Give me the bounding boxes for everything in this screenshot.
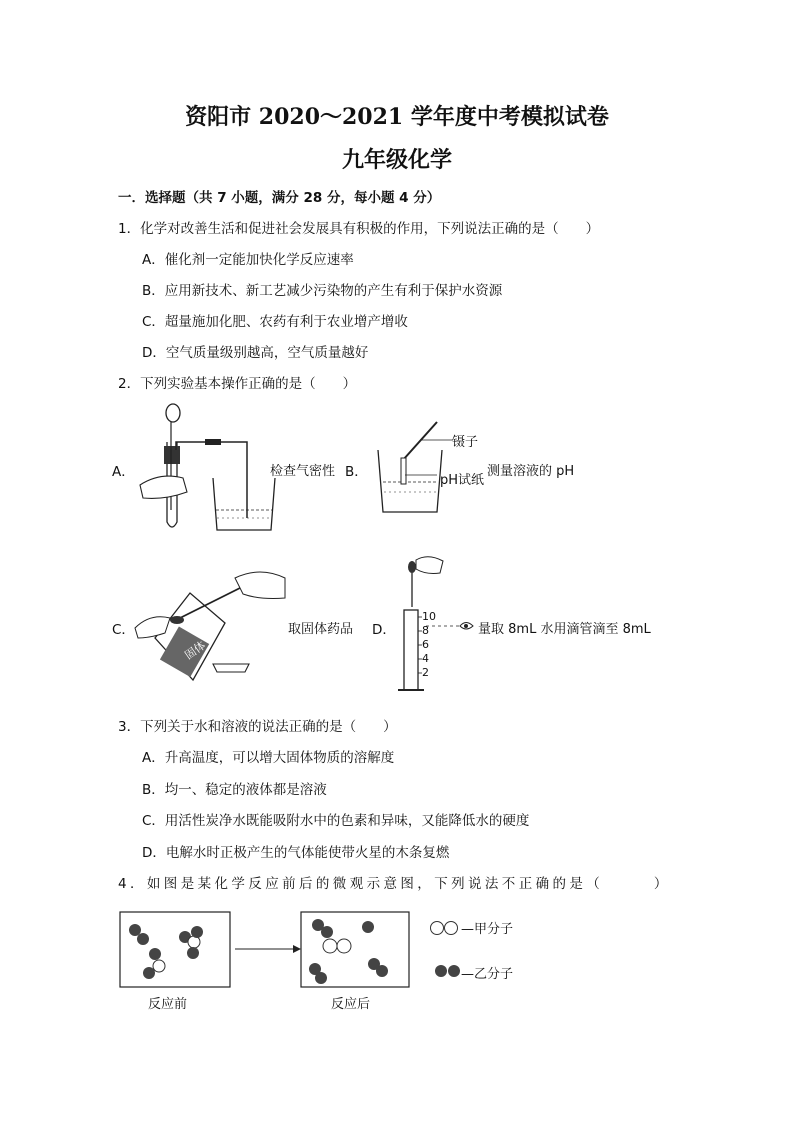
option-b-caption: 测量溶液的 pH [487,464,575,479]
question-3-stem: 3．下列关于水和溶液的说法正确的是（ ） [118,719,397,735]
cylinder-tick-6: 6 [422,638,429,651]
ph-paper-label: pH试纸 [440,473,485,488]
cylinder-tick-8: 8 [422,624,429,637]
page-title: 资阳市 2020～2021 学年度中考模拟试卷 [185,104,609,130]
option-b-letter: B． [345,464,368,480]
option-a-caption: 检查气密性 [270,464,336,479]
question-1-stem: 1．化学对改善生活和促进社会发展具有积极的作用，下列说法正确的是（ ） [118,221,600,237]
cylinder-tick-4: 4 [422,652,429,665]
question-3-option-b: B．均一、稳定的液体都是溶液 [142,782,327,798]
question-1-option-a: A．催化剂一定能加快化学反应速率 [142,252,354,268]
legend-jia: —甲分子 [461,922,514,937]
question-4-stem: 4．如图是某化学反应前后的微观示意图，下列说法不正确的是（ ） [118,876,671,892]
after-label: 反应后 [331,997,371,1012]
question-3-option-c: C．用活性炭净水既能吸附水中的色素和异味，又能降低水的硬度 [142,813,530,829]
question-1-option-d: D．空气质量级别越高，空气质量越好 [142,345,369,361]
cylinder-tick-2: 2 [422,666,429,679]
section-header: 一．选择题（共 7 小题，满分 28 分，每小题 4 分） [118,190,441,206]
page-subtitle: 九年级化学 [341,147,452,173]
tweezers-label: 镊子 [452,435,479,450]
option-a-letter: A． [112,464,135,480]
question-1-option-b: B．应用新技术、新工艺减少污染物的产生有利于保护水资源 [142,283,503,299]
legend-yi: —乙分子 [461,967,514,982]
airtightness-apparatus-figure [135,400,275,535]
option-d-letter: D． [372,622,396,638]
question-2-stem: 2．下列实验基本操作正确的是（ ） [118,376,357,392]
option-c-letter: C． [112,622,135,638]
graduated-cylinder-figure [398,555,478,695]
bottle-label: 固体 [182,638,209,663]
take-solid-figure [135,568,285,688]
question-3-option-a: A．升高温度，可以增大固体物质的溶解度 [142,750,395,766]
cylinder-tick-10: 10 [422,610,436,623]
option-d-caption: 量取 8mL 水用滴管滴至 8mL [478,622,651,637]
option-c-caption: 取固体药品 [288,622,354,637]
question-3-option-d: D．电解水时正极产生的气体能使带火星的木条复燃 [142,845,450,861]
before-label: 反应前 [148,997,188,1012]
question-1-option-c: C．超量施加化肥、农药有利于农业增产增收 [142,314,408,330]
